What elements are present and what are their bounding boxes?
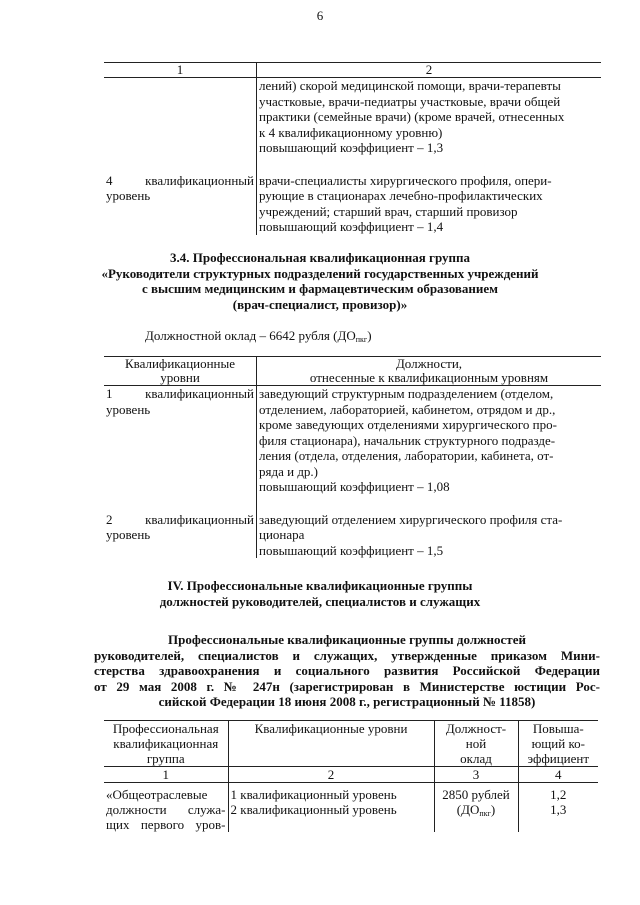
header-prof-group: Профессиональная квалификационная группа	[104, 721, 228, 767]
level-2-label: 2 квалификационный уровень	[104, 512, 257, 559]
header-levels: Квалификационные уровни	[104, 357, 257, 386]
col-num-4: 4	[518, 767, 598, 783]
qualification-table-3-4	[104, 356, 601, 558]
levels-list: 1 квалификационный уровень 2 квалификационный уровень	[228, 783, 434, 833]
col-header-2: 2	[257, 63, 602, 78]
level-4-positions: врачи-специалисты хирургического профиля, опери- рующие в стационарах лечебно-профилактических учреждений; старший врач, старший провизор повышающий коэффициент – 1,4	[259, 172, 552, 234]
qualification-table-continued	[104, 62, 601, 235]
level-1-label: 1 квалификационный уровень	[104, 386, 257, 495]
header-positions: Должности, отнесенные к квалификационным уровням	[257, 357, 602, 386]
col-num-2: 2	[228, 767, 434, 783]
col-num-1: 1	[104, 767, 228, 783]
salary-cell: 2850 рублей $(ДО_{пкг})$	[434, 783, 518, 833]
group-name: «Общеотраслевые должности служа- щих первого уров-	[104, 783, 228, 833]
level-2-positions: заведующий отделением хирургического профиля ста- ционара повышающий коэффициент – 1,5	[259, 511, 563, 558]
header-coefficient: Повыша- ющий ко- эффициент	[518, 721, 598, 767]
level-4-label: 4 квалификационный уровень	[104, 173, 257, 235]
col-num-3: 3	[434, 767, 518, 783]
section-4-subtitle: Профессиональные квалификационные группы должностей руководителей, специалистов и служащих, утвержденные приказом Мини- стерства здравоохранения и социального развития Российской Федерации от 29 мая 2008 г. № 247н (зарегистрирован в Министерстве юстиции Рос- сийской Федерации 18 июня 2008 г., регистрационный № 11858)	[94, 632, 600, 709]
coefficient-cell: 1,2 1,3	[550, 787, 567, 817]
header-qual-levels: Квалификационные уровни	[228, 721, 434, 767]
header-salary: Должност- ной оклад	[434, 721, 518, 767]
section-4-title: IV. Профессиональные квалификационные группы должностей руководителей, специалистов и служащих	[159, 578, 481, 609]
col-header-1: 1	[104, 63, 257, 78]
professional-groups-table	[104, 720, 598, 832]
salary-line: Должностной оклад – 6642 рубля $(ДО_{пкг})$	[145, 328, 372, 344]
row-continued-text: лений) скорой медицинской помощи, врачи-терапевты участковые, врачи-педиатры участковые, врачи общей практики (семейные врачи) (кроме врачей, отнесенных к 4 квалификационному уровню) повышающий коэффициент – 1,3	[259, 78, 565, 155]
section-3-4-heading: 3.4. Профессиональная квалификационная группа «Руководители структурных подразделений государственных учреждений с высшим медицинским и фармацевтическим образованием (врач-специалист, провизор)»	[101, 250, 539, 312]
page-number: 6	[316, 8, 324, 23]
level-1-positions: заведующий структурным подразделением (отделом, отделением, лабораторией, кабинетом, отрядом и др., кроме заведующих отделениями хирургического про- филя стационара), начальник структурного подразде- ления (отдела, отделения, лаборатории, кабинета, от- ряда и др.) повышающий коэффициент – 1,08	[259, 386, 557, 494]
